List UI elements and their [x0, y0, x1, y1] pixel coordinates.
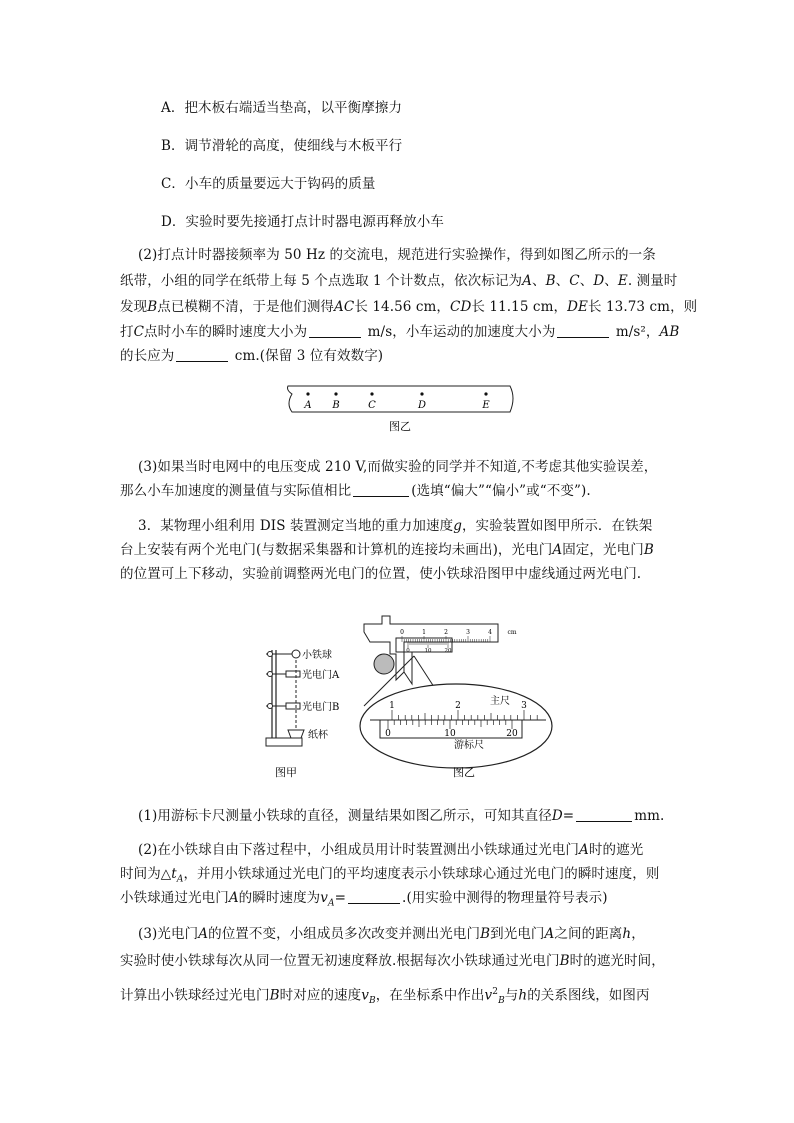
option-b: B．调节滑轮的高度，使细线与木板平行 — [161, 138, 403, 154]
label-cup: 纸杯 — [308, 730, 328, 741]
tape-dot — [334, 392, 337, 395]
stand-figure — [258, 640, 368, 780]
tape-point-label: E — [482, 400, 490, 411]
label-gate-b: 光电门B — [302, 702, 340, 713]
caliper-figure — [356, 612, 556, 780]
q3-line-2: 那么小车加速度的测量值与实际值相比 (选填“偏大”“偏小”或“不变”). — [120, 483, 591, 499]
tape-dot — [306, 392, 309, 395]
zoom-view — [360, 684, 552, 768]
tape-point-label: D — [417, 400, 427, 411]
answer-blank-comparison[interactable] — [353, 482, 409, 497]
tape-dot — [420, 392, 423, 395]
main-scale-label: 主尺 — [490, 696, 510, 707]
option-a: A．把木板右端适当垫高，以平衡摩擦力 — [161, 100, 403, 116]
photogate-b-icon — [286, 703, 300, 709]
option-c: C．小车的质量要远大于钩码的质量 — [161, 176, 376, 192]
tape-dot — [370, 392, 373, 395]
tape-point-label: A — [304, 400, 312, 411]
p3-line-1: 3．某物理小组利用 DIS 装置测定当地的重力加速度g，实验装置如图甲所示．在铁架 — [138, 518, 653, 534]
s1-line: (1)用游标卡尺测量小铁球的直径，测量结果如图乙所示，可知其直径D= mm. — [138, 808, 665, 824]
zoom-main-number: 2 — [455, 701, 461, 711]
main-scale-number: 0 — [400, 629, 404, 636]
main-scale-number: 1 — [422, 629, 426, 636]
q2-line-1: (2)打点计时器接频率为 50 Hz 的交流电，规范进行实验操作，得到如图乙所示的一条 — [138, 247, 656, 263]
stand-caption: 图甲 — [275, 766, 297, 779]
main-scale-number: cm — [507, 629, 517, 636]
s3-line-2: 实验时使小铁球每次从同一位置无初速度释放.根据每次小铁球通过光电门B时的遮光时间， — [120, 953, 665, 969]
s3-line-1: (3)光电门A的位置不变，小组成员多次改变并测出光电门B到光电门A之间的距离h， — [138, 926, 645, 942]
zoom-vernier-number: 20 — [506, 729, 518, 739]
vernier-scale-label: 游标尺 — [454, 740, 484, 751]
q3-line-1: (3)如果当时电网中的电压变成 210 V,而做实验的同学并不知道,不考虑其他实验误差， — [138, 459, 658, 475]
answer-blank-va[interactable] — [348, 889, 400, 904]
main-scale-number: 3 — [466, 629, 470, 636]
zoom-vernier-number: 10 — [444, 729, 456, 739]
vernier-number: 20 — [444, 648, 452, 654]
s2-line-1: (2)在小铁球自由下落过程中，小组成员用计时装置测出小铁球通过光电门A时的遮光 — [138, 842, 644, 858]
stand-base — [266, 738, 302, 746]
s2-line-2: 时间为$\triangle t_A$，并用小铁球通过光电门的平均速度表示小铁球球心通过光电门的瞬时速度，则 — [120, 866, 660, 885]
photogate-a-icon — [286, 671, 300, 677]
s2-line-3: 小铁球通过光电门A的瞬时速度为$v_A=$ .(用实验中测得的物理量符号表示) — [120, 890, 608, 909]
label-gate-a: 光电门A — [302, 670, 340, 681]
answer-blank-acceleration[interactable] — [557, 323, 609, 338]
paper-cup-icon — [288, 730, 304, 738]
iron-ball-icon — [292, 650, 300, 658]
p3-line-2: 台上安装有两个光电门(与数据采集器和计算机的连接均未画出)，光电门A固定，光电门B — [120, 542, 654, 558]
vernier-number: 0 — [406, 648, 410, 654]
caliper-caption: 图乙 — [453, 766, 475, 779]
main-scale-number: 2 — [444, 629, 448, 636]
tape-point-label: B — [332, 400, 340, 411]
q2-line-5: 的长应为 cm.(保留 3 位有效数字) — [120, 348, 384, 364]
paper-tape — [288, 386, 514, 412]
main-scale-number: 4 — [488, 629, 492, 636]
q2-line-4: 打C点时小车的瞬时速度大小为 m/s，小车运动的加速度大小为 m/s²，AB — [120, 324, 680, 340]
q2-line-3: 发现B点已模糊不清，于是他们测得AC长 14.56 cm，CD长 11.15 cm，DE长 13.73 cm，则 — [120, 299, 698, 315]
answer-blank-diameter[interactable] — [576, 807, 632, 822]
paper-tape-figure — [284, 382, 516, 438]
label-ball: 小铁球 — [302, 650, 332, 661]
p3-line-3: 的位置可上下移动，实验前调整两光电门的位置，使小铁球沿图甲中虚线通过两光电门. — [120, 566, 642, 582]
tape-caption: 图乙 — [389, 420, 411, 433]
zoom-main-number: 3 — [521, 701, 527, 711]
q2-line-2: 纸带，小组的同学在纸带上每 5 个点选取 1 个计数点，依次标记为A、B、C、D、E. 测量时 — [120, 273, 678, 289]
measured-ball-icon — [374, 654, 394, 674]
option-d: D．实验时要先接通打点计时器电源再释放小车 — [161, 214, 444, 230]
zoom-vernier-number: 0 — [385, 729, 391, 739]
answer-blank-ab-length[interactable] — [176, 347, 228, 362]
zoom-main-number: 1 — [389, 701, 395, 711]
tape-point-label: C — [368, 400, 376, 411]
answer-blank-velocity[interactable] — [309, 323, 361, 338]
vernier-number: 10 — [424, 648, 432, 654]
tape-dot — [484, 392, 487, 395]
s3-line-3: 计算出小铁球经过光电门B时对应的速度$v_B$，在坐标系中作出$v^2_B$与h的关系图线，如图丙 — [120, 987, 650, 1007]
